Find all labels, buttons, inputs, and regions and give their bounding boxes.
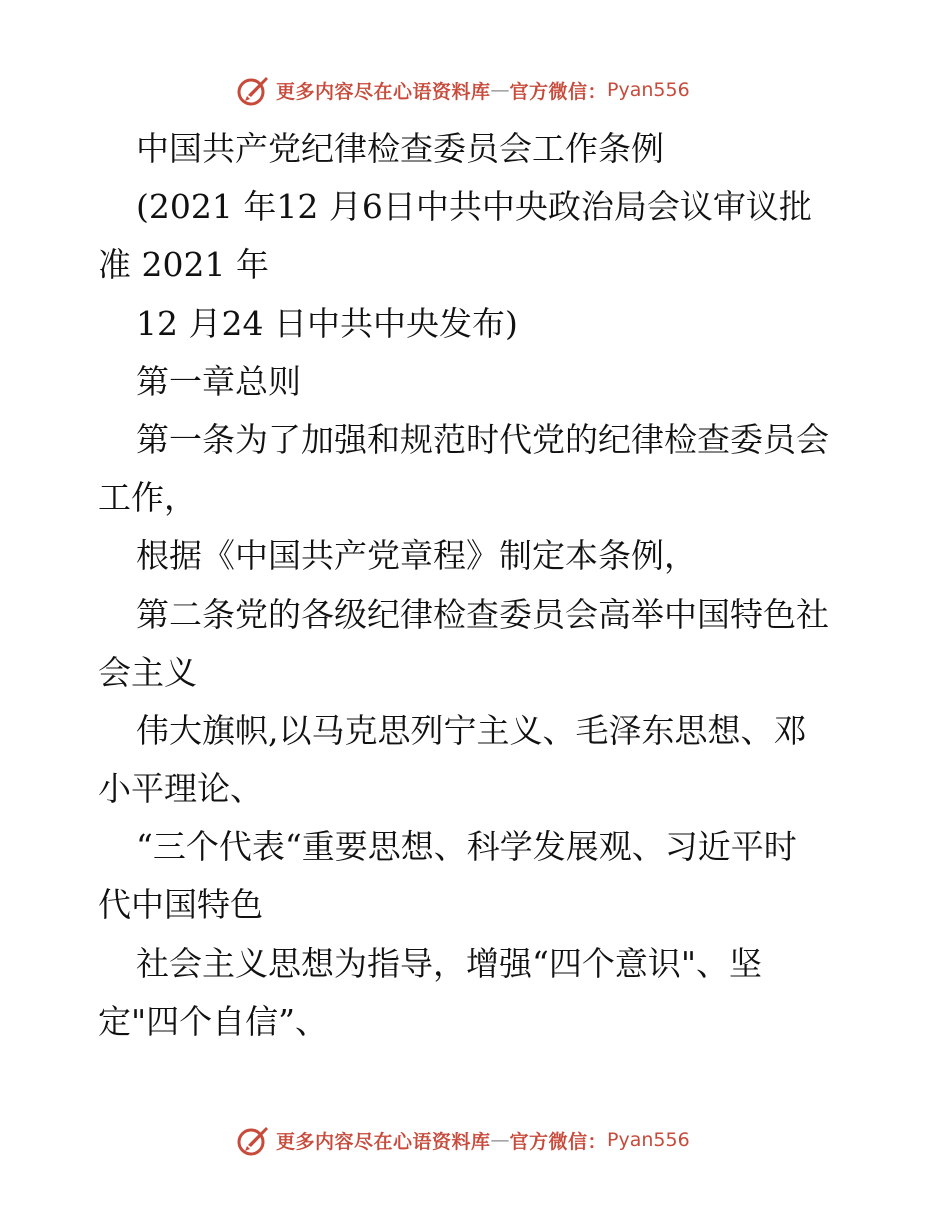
text-line: 会主义	[98, 652, 197, 692]
text-line: 伟大旗帜,以马克思列宁主义、毛泽东思想、邓	[136, 710, 807, 750]
text-line: 准 2021 年	[98, 245, 269, 285]
watermark-brand: 更多内容尽在心语资料库	[276, 80, 491, 103]
watermark-account: Pyan556	[607, 79, 690, 101]
text-line: 代中国特色	[98, 885, 263, 925]
header-watermark	[236, 72, 690, 108]
text-line: 社会主义思想为指导，增强“四个意识"、坚	[136, 943, 763, 983]
text-line: 第二条党的各级纪律检查委员会高举中国特色社	[136, 594, 829, 634]
watermark-separator: —	[490, 1129, 510, 1151]
text-line: “三个代表“重要思想、科学发展观、习近平时	[136, 827, 797, 867]
document-title: 中国共产党纪律检查委员会工作条例	[136, 129, 664, 168]
watermark-contact: 官方微信：	[509, 80, 608, 103]
text-line: 根据《中国共产党章程》制定本条例，	[136, 536, 697, 576]
text-line: (2021 年12 月6日中共中央政治局会议审议批	[136, 187, 812, 227]
text-line: 12 月24 日中共中央发布)	[136, 303, 518, 343]
text-line: 工作，	[98, 478, 197, 518]
watermark-contact: 官方微信：	[509, 1130, 608, 1153]
chapter-heading: 第一章总则	[136, 361, 301, 401]
document-body	[98, 120, 868, 1051]
text-line: 定"四个自信”、	[98, 1001, 329, 1041]
text-line: 第一条为了加强和规范时代党的纪律检查委员会	[136, 419, 829, 459]
text-line: 小平理论、	[98, 769, 263, 809]
quill-logo-icon	[236, 73, 270, 107]
watermark-separator: —	[490, 79, 510, 101]
watermark-brand: 更多内容尽在心语资料库	[276, 1130, 491, 1153]
footer-watermark	[236, 1122, 690, 1158]
watermark-account: Pyan556	[607, 1129, 690, 1151]
quill-logo-icon	[236, 1123, 270, 1157]
